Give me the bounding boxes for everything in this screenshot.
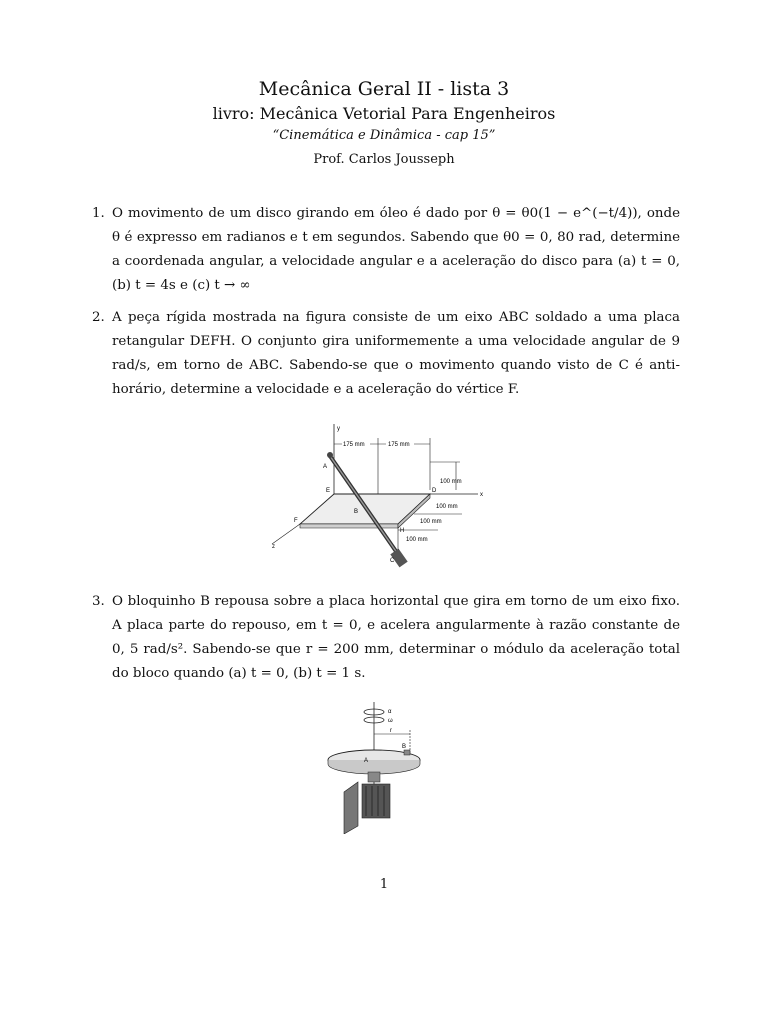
problem-2 — [92, 306, 680, 402]
problem-1 — [92, 202, 680, 298]
dim-label-6: 100 mm — [406, 537, 428, 543]
rotating-plate-figure — [318, 696, 442, 834]
label-a: A — [323, 464, 328, 470]
omega-label: ω — [388, 718, 393, 724]
support-bracket — [344, 782, 358, 834]
z-axis-label: z — [272, 544, 275, 550]
x-axis-label: x — [480, 492, 483, 498]
problem-number: 3. — [92, 594, 105, 609]
label-c: C — [390, 558, 395, 564]
radius-label: r — [390, 728, 392, 734]
dim-label-2: 175 mm — [388, 442, 410, 448]
dim-label-4: 100 mm — [436, 504, 458, 510]
dim-label-5: 100 mm — [420, 519, 442, 525]
problem-text: A peça rígida mostrada na figura consiste de um eixo ABC soldado a uma placa retangular DEFH. O conjunto gira uniformemente a uma velocidade angular de 9 rad/s, em torno de ABC. Sabendo-se que o movimento quando visto de C é anti-horário, determine a velocidade e a aceleração do vértice F. — [112, 310, 680, 397]
document-subtitle: livro: Mecânica Vetorial Para Engenheiros — [212, 104, 556, 123]
z-axis-line — [272, 524, 300, 544]
block-b — [404, 750, 410, 755]
rigid-body-figure — [268, 420, 496, 578]
label-a: A — [364, 758, 369, 764]
y-axis-label: y — [337, 426, 340, 432]
dim-label-1: 175 mm — [343, 442, 365, 448]
document-title: Mecânica Geral II - lista 3 — [258, 78, 510, 100]
problem-3 — [92, 590, 680, 686]
problem-number: 2. — [92, 310, 105, 325]
label-f: F — [294, 518, 298, 524]
course-chapter: “Cinemática e Dinâmica - cap 15” — [272, 128, 496, 143]
label-d: D — [432, 488, 437, 494]
problem-text: O bloquinho B repousa sobre a placa horizontal que gira em torno de um eixo fixo. A placa parte do repouso, em t = 0, e acelera angularmente à razão constante de 0, 5 rad/s². Sabendo-se que r = 200 mm, determinar o módulo da aceleração total do bloco quando (a) t = 0, (b) t = 1 s. — [112, 594, 680, 681]
plate-edge-front — [300, 524, 398, 528]
alpha-label: α — [388, 709, 392, 715]
label-b: B — [402, 744, 407, 750]
label-b: B — [354, 509, 359, 515]
shaft-support — [368, 772, 380, 782]
problem-text: O movimento de um disco girando em óleo é dado por θ = θ0(1 − e^(−t/4)), onde θ é expresso em radianos e t em segundos. Sabendo que θ0 = 0, 80 rad, determine a coordenada angular, a velocidade angular e a aceleração do disco para (a) t = 0, (b) t = 4s e (c) t → ∞ — [112, 206, 680, 293]
shaft-end-a — [327, 452, 333, 458]
page-number: 1 — [379, 877, 389, 892]
dim-label-3: 100 mm — [440, 479, 462, 485]
label-e: E — [326, 488, 331, 494]
problem-number: 1. — [92, 206, 105, 221]
label-h: H — [400, 528, 405, 534]
professor-name: Prof. Carlos Jousseph — [313, 152, 455, 167]
